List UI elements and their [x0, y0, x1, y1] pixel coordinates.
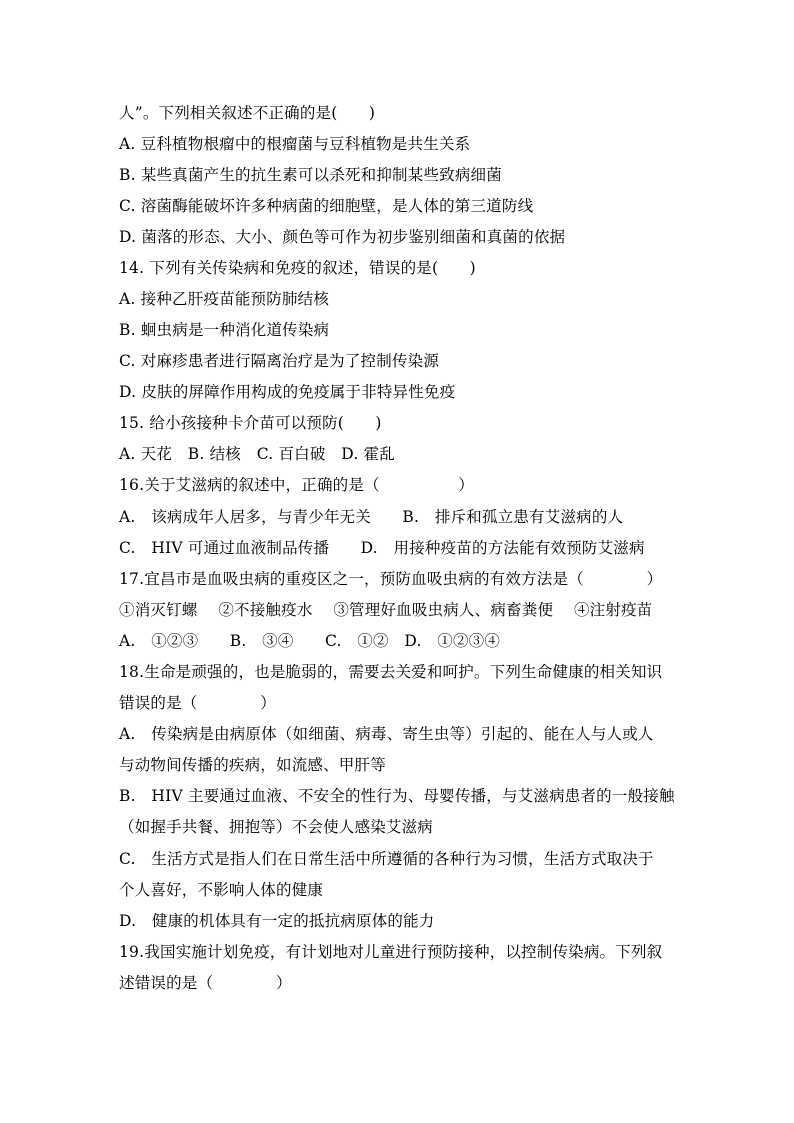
question-15: 15. 给小孩接种卡介苗可以预防( )	[119, 414, 382, 432]
option-18b-line2: （如握手共餐、拥抱等）不会使人感染艾滋病	[119, 818, 434, 836]
text-line-intro: 人”。下列相关叙述不正确的是( )	[119, 104, 376, 122]
question-16: 16.关于艾滋病的叙述中，正确的是（ ）	[119, 476, 474, 494]
question-17: 17.宜昌市是血吸虫病的重疫区之一，预防血吸虫病的有效方法是（ ）	[119, 570, 663, 588]
option-18d: D. 健康的机体具有一定的抵抗病原体的能力	[119, 912, 435, 930]
option-14d: D. 皮肤的屏障作用构成的免疫属于非特异性免疫	[119, 383, 456, 401]
option-18b-line1: B. HIV 主要通过血液、不安全的性行为、母婴传播，与艾滋病患者的一般接触	[119, 787, 675, 805]
option-18c-line2: 个人喜好，不影响人体的健康	[119, 881, 324, 899]
options-17: A. ①②③ B. ③④ C. ①② D. ①②③④	[119, 632, 501, 650]
option-14c: C. 对麻疹患者进行隔离治疗是为了控制传染源	[119, 352, 440, 370]
statements-17: ①消灭钉螺 ②不接触疫水 ③管理好血吸虫病人、病畜粪便 ④注射疫苗	[119, 601, 653, 619]
option-13b: B. 某些真菌产生的抗生素可以杀死和抑制某些致病细菌	[119, 166, 502, 184]
option-13a: A. 豆科植物根瘤中的根瘤菌与豆科植物是共生关系	[119, 135, 471, 153]
option-18c-line1: C. 生活方式是指人们在日常生活中所遵循的各种行为习惯，生活方式取决于	[119, 850, 654, 868]
option-18a-line1: A. 传染病是由病原体（如细菌、病毒、寄生虫等）引起的、能在人与人或人	[119, 725, 654, 743]
question-19-line1: 19.我国实施计划免疫，有计划地对儿童进行预防接种，以控制传染病。下列叙	[119, 943, 663, 961]
question-14: 14. 下列有关传染病和免疫的叙述，错误的是( )	[119, 259, 476, 277]
options-16-cd: C. HIV 可通过血液制品传播 D. 用接种疫苗的方法能有效预防艾滋病	[119, 539, 645, 557]
option-13c: C. 溶菌酶能破坏许多种病菌的细胞壁，是人体的第三道防线	[119, 197, 534, 215]
option-14b: B. 蛔虫病是一种消化道传染病	[119, 321, 330, 339]
options-15: A. 天花 B. 结核 C. 百白破 D. 霍乱	[119, 445, 395, 463]
option-13d: D. 菌落的形态、大小、颜色等可作为初步鉴别细菌和真菌的依据	[119, 228, 566, 246]
option-14a: A. 接种乙肝疫苗能预防肺结核	[119, 290, 330, 308]
options-16-ab: A. 该病成年人居多，与青少年无关 B. 排斥和孤立患有艾滋病的人	[119, 508, 624, 526]
question-19-line2: 述错误的是（ ）	[119, 974, 292, 992]
question-18-line2: 错误的是（ ）	[119, 694, 277, 712]
question-18-line1: 18.生命是顽强的，也是脆弱的，需要去关爱和呵护。下列生命健康的相关知识	[119, 663, 663, 681]
option-18a-line2: 与动物间传播的疾病，如流感、甲肝等	[119, 756, 386, 774]
